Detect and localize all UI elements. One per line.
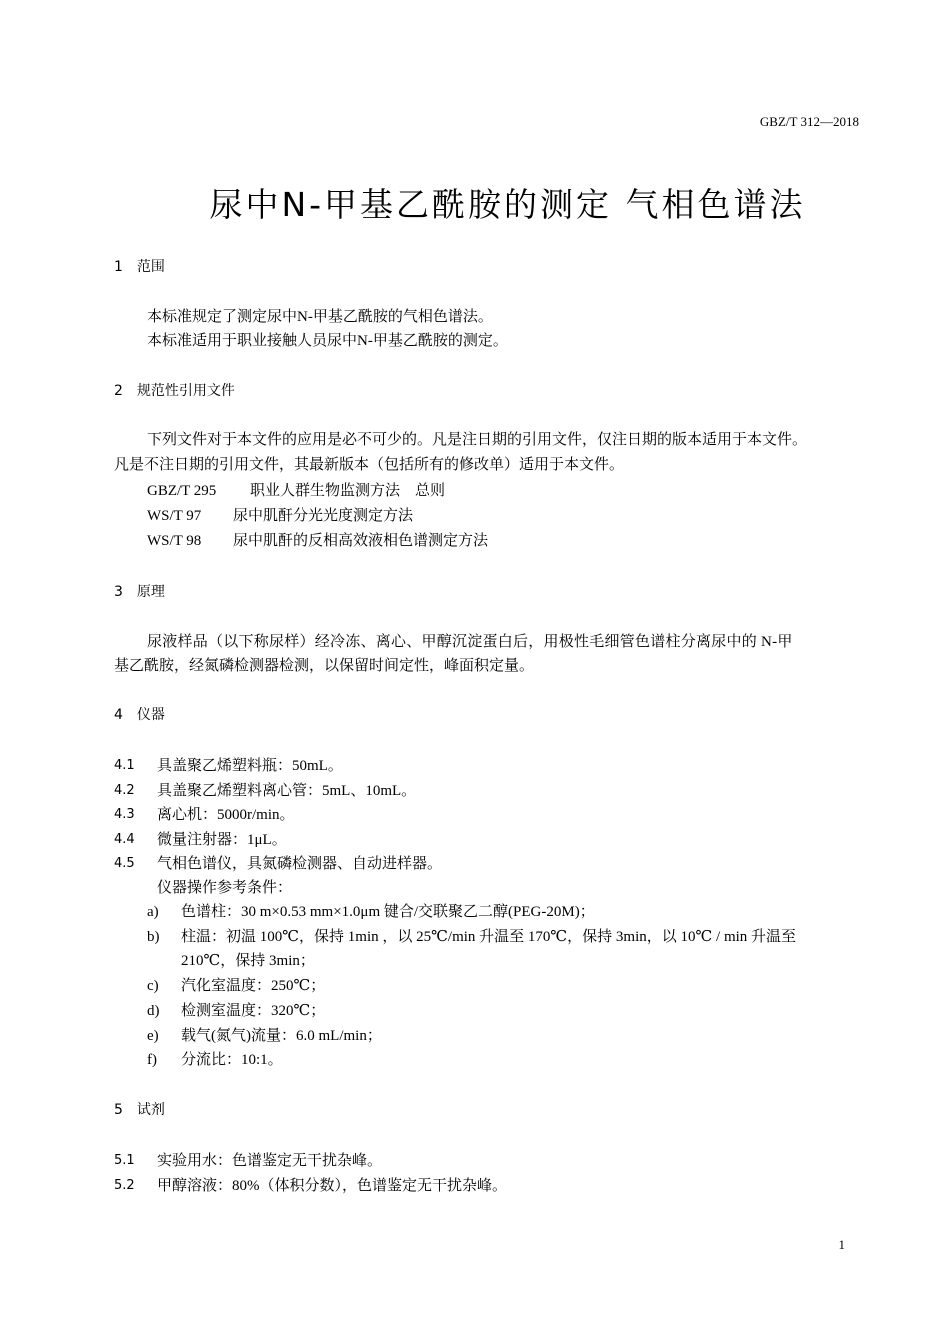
paragraph: 下列文件对于本文件的应用是必不可少的。凡是注日期的引用文件，仅注日期的版本适用于本文件。	[147, 432, 808, 448]
ref-title: 尿中肌酐分光光度测定方法	[233, 508, 414, 524]
item-number: 5.1	[114, 1153, 135, 1168]
ref-code: GBZ/T 295	[147, 483, 217, 499]
item-number: 4.3	[114, 807, 135, 822]
paragraph: 凡是不注日期的引用文件，其最新版本（包括所有的修改单）适用于本文件。	[114, 457, 625, 473]
condition-key: b)	[147, 929, 160, 945]
item-text: 具盖聚乙烯塑料瓶：50mL。	[157, 758, 343, 774]
section-1-heading: 1 范围	[114, 259, 165, 275]
condition-text-cont: 210℃，保持 3min；	[181, 953, 315, 969]
paragraph: 尿液样品（以下称尿样）经冷冻、离心、甲醇沉淀蛋白后，用极性毛细管色谱柱分离尿中的 N-甲	[147, 634, 793, 650]
ref-code: WS/T 98	[147, 533, 202, 549]
condition-key: e)	[147, 1028, 159, 1044]
section-4-heading: 4 仪器	[114, 707, 165, 723]
ref-title: 职业人群生物监测方法 总则	[250, 483, 446, 499]
item-text: 微量注射器：1μL。	[157, 832, 287, 848]
section-2-heading: 2 规范性引用文件	[114, 383, 235, 399]
condition-text: 分流比：10:1。	[181, 1052, 283, 1068]
item-text: 甲醇溶液：80%（体积分数），色谱鉴定无干扰杂峰。	[157, 1178, 507, 1194]
section-5-heading: 5 试剂	[114, 1102, 165, 1118]
conditions-intro: 仪器操作参考条件：	[157, 880, 293, 896]
condition-key: a)	[147, 904, 159, 920]
item-number: 4.1	[114, 758, 135, 773]
paragraph: 基乙酰胺，经氮磷检测器检测，以保留时间定性，峰面积定量。	[114, 658, 535, 674]
section-3-heading: 3 原理	[114, 584, 165, 600]
condition-text: 色谱柱：30 m×0.53 mm×1.0μm 键合/交联聚乙二醇(PEG-20M)；	[181, 904, 595, 920]
document-title: 尿中N-甲基乙酰胺的测定 气相色谱法	[209, 185, 806, 224]
paragraph: 本标准适用于职业接触人员尿中N-甲基乙酰胺的测定。	[147, 333, 508, 349]
item-text: 具盖聚乙烯塑料离心管：5mL、10mL。	[157, 783, 417, 799]
condition-text: 汽化室温度：250℃；	[181, 978, 326, 994]
item-number: 4.5	[114, 856, 135, 871]
item-text: 实验用水：色谱鉴定无干扰杂峰。	[157, 1153, 383, 1169]
item-number: 4.4	[114, 832, 135, 847]
standard-code: GBZ/T 312—2018	[759, 114, 859, 129]
condition-key: c)	[147, 978, 159, 994]
ref-code: WS/T 97	[147, 508, 202, 524]
page-number: 1	[838, 1237, 845, 1252]
condition-text: 检测室温度：320℃；	[181, 1003, 326, 1019]
item-text: 离心机：5000r/min。	[157, 807, 295, 823]
item-number: 4.2	[114, 783, 135, 798]
item-number: 5.2	[114, 1178, 135, 1193]
condition-text: 柱温：初温 100℃，保持 1min ，以 25℃/min 升温至 170℃，保持 3min，以 10℃ / min 升温至	[181, 929, 797, 945]
condition-key: d)	[147, 1003, 160, 1019]
paragraph: 本标准规定了测定尿中N-甲基乙酰胺的气相色谱法。	[147, 309, 493, 325]
condition-text: 载气(氮气)流量：6.0 mL/min；	[181, 1028, 382, 1044]
condition-key: f)	[147, 1052, 157, 1068]
item-text: 气相色谱仪，具氮磷检测器、自动进样器。	[157, 856, 443, 872]
ref-title: 尿中肌酐的反相高效液相色谱测定方法	[233, 533, 489, 549]
